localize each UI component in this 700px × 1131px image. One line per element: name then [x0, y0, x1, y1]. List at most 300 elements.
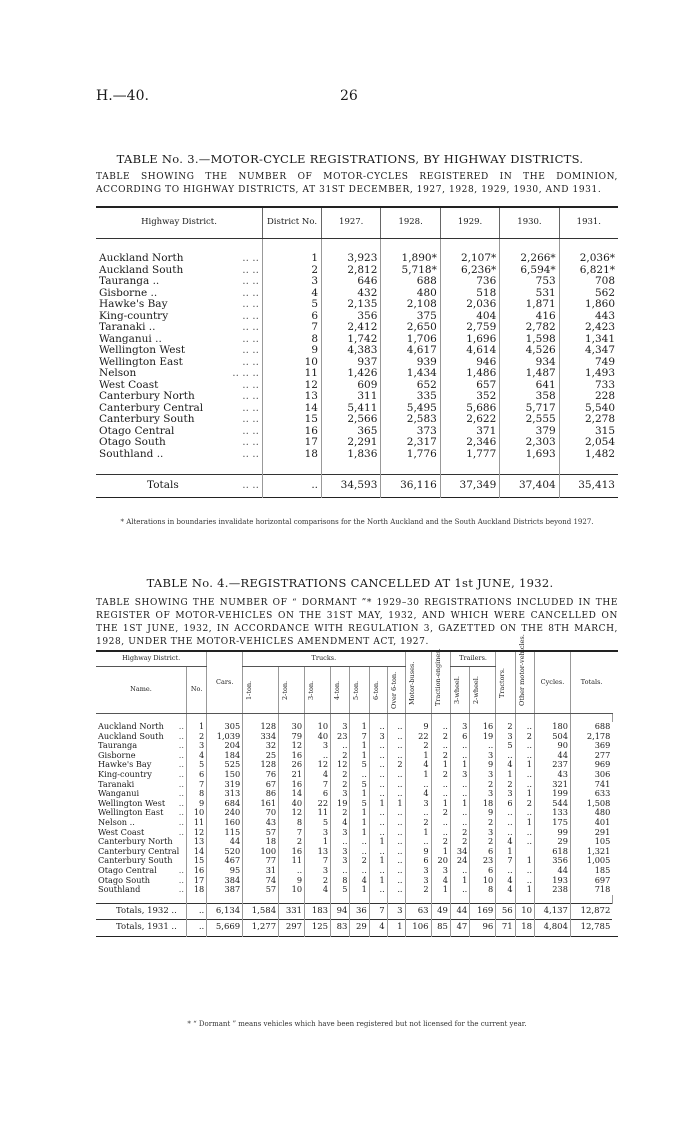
table-cell: 18 [263, 449, 322, 461]
table-cell: 11 [279, 856, 305, 866]
table-cell: 23 [331, 732, 350, 742]
table-cell: 22 [305, 799, 331, 809]
table-cell: 525 [207, 760, 243, 770]
table-cell: 1 [187, 722, 207, 732]
table-cell: 946 [440, 357, 499, 369]
table-cell: 7 [263, 322, 322, 334]
table-cell: 2 [305, 876, 331, 886]
table-cell: 6 [405, 856, 431, 866]
totals-row [96, 475, 618, 498]
table-cell: 3 [470, 770, 496, 780]
district-name: Nelson .. [98, 816, 135, 827]
table-cell: 161 [243, 799, 279, 809]
table-cell: 684 [207, 799, 243, 809]
table-cell: 6,821* [559, 265, 618, 277]
table-cell: 5 [305, 818, 331, 828]
table-cell: 2 [431, 837, 450, 847]
table-cell: 1,487 [500, 368, 559, 380]
table-cell: 95 [207, 866, 243, 876]
table-cell: 2 [470, 818, 496, 828]
table-cell: 160 [207, 818, 243, 828]
table-cell: .. [450, 751, 469, 761]
table-cell: 3 [405, 866, 431, 876]
table-cell: 1,696 [440, 334, 499, 346]
table-cell: 9 [470, 760, 496, 770]
table-cell: 17 [187, 876, 207, 886]
table-cell: .. [496, 828, 515, 838]
table-cell: .. [450, 808, 469, 818]
table-cell: 5 [350, 799, 369, 809]
leader-dots: .. .. [242, 378, 259, 391]
table-cell: .. [350, 770, 369, 780]
table-cell: 934 [500, 357, 559, 369]
table-cell: 17 [263, 437, 322, 449]
leader-dots: .. [178, 826, 184, 837]
table3 [96, 206, 618, 498]
table-cell: 937 [322, 357, 381, 369]
table-cell: .. [431, 780, 450, 790]
table-cell: .. [387, 866, 405, 876]
table-cell: .. [387, 837, 405, 847]
table-cell: 1 [431, 847, 450, 857]
table-cell: .. [369, 885, 387, 895]
table-cell: .. [387, 856, 405, 866]
table-cell: .. [496, 866, 515, 876]
table-cell: .. [431, 741, 450, 751]
table-cell: 2 [405, 885, 431, 895]
table-cell: .. [405, 837, 431, 847]
table-cell: .. [369, 751, 387, 761]
table3-subtitle: TABLE SHOWING THE NUMBER OF MOTOR-CYCLES REGISTERED IN THE DOMINION, ACCORDING TO HIGHWAY DISTRICTS, AT 31ST DECEMBER, 1927, 1928, 1929, 1930, AND 1931. [96, 172, 618, 195]
table-cell: 115 [207, 828, 243, 838]
table-cell: 1 [350, 885, 369, 895]
table-cell: 1,426 [322, 368, 381, 380]
table-cell: 1 [515, 818, 534, 828]
district-name: Hawke's Bay [98, 759, 152, 770]
table-cell: 37,404 [500, 475, 559, 498]
table-cell: 5 [350, 760, 369, 770]
district-name: Wanganui [98, 788, 140, 799]
table-cell: .. [515, 770, 534, 780]
table-cell: 2,622 [440, 414, 499, 426]
leader-dots: .. .. [242, 436, 259, 448]
leader-dots: .. [178, 768, 184, 779]
table-cell: 1,277 [243, 920, 279, 937]
table-cell: 708 [559, 276, 618, 288]
table4-title: TABLE No. 4.—REGISTRATIONS CANCELLED AT 1st JUNE, 1932. [146, 576, 554, 590]
col-4-ton: 4-ton. [333, 680, 342, 700]
table-cell: 150 [207, 770, 243, 780]
table-cell: 334 [243, 732, 279, 742]
table-cell: 384 [207, 876, 243, 886]
district-name: Otago South [98, 874, 151, 885]
table-cell: 10 [515, 903, 534, 920]
table-cell: 11 [263, 368, 322, 380]
table-cell: 2,423 [559, 322, 618, 334]
table-cell: 1 [387, 799, 405, 809]
table-cell: 633 [570, 789, 612, 799]
table-cell: 373 [381, 426, 440, 438]
district-name: Wellington West [98, 797, 166, 808]
table-cell: 1,005 [570, 856, 612, 866]
district-name: Canterbury North [99, 390, 195, 402]
leader-dots: .. .. .. [232, 367, 259, 379]
col-1928: 1928. [381, 207, 440, 239]
table-cell: .. [369, 828, 387, 838]
table-cell: 15 [263, 414, 322, 426]
table-cell: .. [350, 837, 369, 847]
table-cell: 12 [279, 741, 305, 751]
table-cell: 2,583 [381, 414, 440, 426]
col-cars: Cars. [207, 651, 243, 714]
totals-row [96, 903, 618, 920]
leader-dots: .. .. [242, 424, 259, 437]
table-cell: 40 [279, 799, 305, 809]
table-cell: .. [387, 770, 405, 780]
table-cell: 688 [570, 722, 612, 732]
table-cell: 199 [535, 789, 571, 799]
table-cell: .. [369, 722, 387, 732]
table-cell: 1,693 [500, 449, 559, 461]
table-cell: 24 [450, 856, 469, 866]
table-cell: 646 [322, 276, 381, 288]
col-totals: Totals. [570, 651, 612, 714]
table-cell: .. [387, 751, 405, 761]
table-cell: 2,107* [440, 253, 499, 265]
table-row [96, 818, 618, 828]
table-cell: 379 [500, 426, 559, 438]
table-cell: 18 [243, 837, 279, 847]
table-cell: 12 [279, 808, 305, 818]
table-cell: 2,759 [440, 322, 499, 334]
table-cell: 4 [263, 288, 322, 300]
table-cell: 1,508 [570, 799, 612, 809]
table-cell: 277 [570, 751, 612, 761]
table3-footnote: * Alterations in boundaries invalidate horizontal comparisons for the North Auckland and the South Auckland Districts beyond 1927. [120, 518, 594, 526]
table-cell: 321 [535, 780, 571, 790]
table-cell: 544 [535, 799, 571, 809]
totals-label: Totals [147, 479, 179, 491]
table-cell: 26 [279, 760, 305, 770]
table-cell: 1,836 [322, 449, 381, 461]
table-cell: 1,434 [381, 368, 440, 380]
leader-dots: .. .. [242, 252, 259, 264]
table-cell: 34,593 [322, 475, 381, 498]
table-cell: .. [431, 789, 450, 799]
table-cell: 1 [496, 847, 515, 857]
table-cell: 1 [350, 828, 369, 838]
table-cell: .. [450, 866, 469, 876]
table-cell: 3 [305, 866, 331, 876]
district-name: Wellington West [99, 344, 186, 356]
table-cell: 443 [559, 311, 618, 323]
table-cell: 315 [559, 426, 618, 438]
table-cell: 467 [207, 856, 243, 866]
table-cell: 128 [243, 760, 279, 770]
table-cell: 1,341 [559, 334, 618, 346]
table-cell: 305 [207, 722, 243, 732]
table-cell: .. [470, 741, 496, 751]
table-cell: 2 [331, 808, 350, 818]
table-cell: 74 [243, 876, 279, 886]
table-cell: 99 [535, 828, 571, 838]
table-cell: 20 [431, 856, 450, 866]
table-cell: 1 [405, 828, 431, 838]
table-cell: 1 [369, 876, 387, 886]
table-cell: 70 [243, 808, 279, 818]
table-cell: 12 [305, 760, 331, 770]
district-name: King-country [99, 309, 169, 322]
table-cell: 12 [187, 828, 207, 838]
table-cell: 6,594* [500, 265, 559, 277]
table-cell: 21 [279, 770, 305, 780]
totals-label: Totals, 1932 .. [96, 903, 187, 920]
table-cell: 1 [350, 808, 369, 818]
table-cell: 2 [450, 837, 469, 847]
table-cell: 18 [515, 920, 534, 937]
table-cell: 2,346 [440, 437, 499, 449]
col-trucks: Trucks. [243, 651, 405, 667]
col-other-motor-vehicles: Other motor-vehicles. [517, 633, 526, 706]
district-name: Wanganui .. [99, 332, 162, 345]
table-cell: 2 [405, 818, 431, 828]
col-district-no: District No. [263, 207, 322, 239]
district-name: Hawke's Bay [99, 298, 168, 310]
table-cell: 19 [470, 732, 496, 742]
table-cell: 6 [263, 311, 322, 323]
col-1-ton: 1-ton. [245, 680, 254, 700]
table-cell: 2,278 [559, 414, 618, 426]
leader-dots: .. [178, 874, 184, 885]
table-cell: 3 [470, 828, 496, 838]
district-name: Canterbury South [99, 413, 195, 425]
col-motor-buses: Motor-buses. [407, 660, 416, 705]
table-cell: 2,036* [559, 253, 618, 265]
table-cell: 1,776 [381, 449, 440, 461]
table-cell: 2 [279, 837, 305, 847]
table-cell: 1,321 [570, 847, 612, 857]
table-cell: 14 [187, 847, 207, 857]
table-cell: .. [369, 818, 387, 828]
table-cell: 2 [515, 799, 534, 809]
table-cell: 3 [305, 741, 331, 751]
table-cell: 939 [381, 357, 440, 369]
table-cell: 657 [440, 380, 499, 392]
leader-dots: .. [178, 749, 184, 760]
table-row [96, 847, 618, 857]
table-cell: .. [387, 828, 405, 838]
table-cell: 4,347 [559, 345, 618, 357]
table-cell: 2 [331, 751, 350, 761]
district-name: Canterbury Central [99, 401, 204, 414]
table-cell: 9 [187, 799, 207, 809]
table-cell: 2 [431, 808, 450, 818]
district-name: Tauranga .. [99, 275, 160, 287]
table-cell: 100 [243, 847, 279, 857]
table-cell: .. [369, 789, 387, 799]
col-traction-engines: Traction-engines. [433, 647, 442, 706]
table-cell: 16 [263, 426, 322, 438]
table-cell: 16 [279, 780, 305, 790]
col-1930: 1930. [500, 207, 559, 239]
table-row [96, 751, 618, 761]
table-cell: 3 [450, 770, 469, 780]
col-6-ton: 6-ton. [371, 680, 380, 700]
table-cell: 313 [207, 789, 243, 799]
table-cell: 184 [207, 751, 243, 761]
table-cell: 2,178 [570, 732, 612, 742]
leader-dots: .. .. [242, 479, 259, 491]
table-cell: 6 [305, 789, 331, 799]
table-cell: 306 [570, 770, 612, 780]
table4 [96, 633, 618, 937]
table-cell: 37,349 [440, 475, 499, 498]
table-row [96, 828, 618, 838]
table-cell: 44 [450, 903, 469, 920]
table-cell: .. [369, 780, 387, 790]
table-cell: 7 [305, 856, 331, 866]
table-cell: 2 [496, 780, 515, 790]
table-cell: 175 [535, 818, 571, 828]
table-cell: 6,134 [207, 903, 243, 920]
table-cell: 2,303 [500, 437, 559, 449]
leader-dots: .. .. [242, 263, 259, 276]
leader-dots: .. [178, 884, 184, 895]
table-cell: .. [496, 818, 515, 828]
col-name: Name. [96, 667, 187, 714]
table-cell: 1 [515, 856, 534, 866]
district-name: Southland .. [99, 447, 164, 460]
table-row [96, 856, 618, 866]
table-cell: 240 [207, 808, 243, 818]
totals-label: Totals, 1931 .. [96, 920, 187, 937]
table-row [96, 866, 618, 876]
table-cell: 2,108 [381, 299, 440, 311]
district-name: Canterbury Central [98, 845, 180, 856]
table-cell: 3 [431, 866, 450, 876]
table-row [96, 799, 618, 809]
table-cell: .. [305, 751, 331, 761]
table-cell: 8 [470, 885, 496, 895]
table-cell: 9 [279, 876, 305, 886]
table-cell: 4,137 [535, 903, 571, 920]
table-cell: 1,039 [207, 732, 243, 742]
table-cell: 3 [305, 828, 331, 838]
table-cell: 7 [279, 828, 305, 838]
leader-dots: .. [178, 864, 184, 875]
table-cell: 1 [350, 818, 369, 828]
document-reference: H.—40. [96, 88, 149, 104]
table-cell: 2 [263, 265, 322, 277]
table-cell: 5,718* [381, 265, 440, 277]
col-3-ton: 3-ton. [307, 680, 316, 700]
table-cell: 3 [263, 276, 322, 288]
district-name: Otago Central [98, 864, 157, 875]
table-cell: 291 [570, 828, 612, 838]
district-name: Tauranga [98, 740, 138, 751]
table-cell: 480 [570, 808, 612, 818]
table-cell: 35,413 [559, 475, 618, 498]
table-cell: 44 [207, 837, 243, 847]
table-cell: 609 [322, 380, 381, 392]
table-row [96, 808, 618, 818]
table-cell: .. [450, 818, 469, 828]
table-cell: 2,317 [381, 437, 440, 449]
table-cell: .. [369, 847, 387, 857]
table-cell: 185 [570, 866, 612, 876]
table-cell: 19 [331, 799, 350, 809]
table-cell: 9 [470, 808, 496, 818]
table-cell: 3 [331, 789, 350, 799]
table-cell: 736 [440, 276, 499, 288]
table-cell: .. [515, 751, 534, 761]
table-cell: 518 [440, 288, 499, 300]
table-cell: 753 [500, 276, 559, 288]
table-cell: 1 [515, 885, 534, 895]
table-cell: .. [187, 920, 207, 937]
table-cell: 4 [496, 837, 515, 847]
col-cycles: Cycles. [535, 651, 571, 714]
table-cell: 13 [305, 847, 331, 857]
table-cell: 49 [431, 903, 450, 920]
table-cell: 106 [405, 920, 431, 937]
district-name: Taranaki [98, 778, 135, 789]
district-name: Wellington East [99, 355, 183, 368]
table-cell: 6 [187, 770, 207, 780]
table-cell: 8 [187, 789, 207, 799]
table-cell: .. [515, 837, 534, 847]
table-cell: 4,804 [535, 920, 571, 937]
table-row [96, 732, 618, 742]
table-cell: 387 [207, 885, 243, 895]
table-cell: 1,706 [381, 334, 440, 346]
table-cell: .. [279, 866, 305, 876]
table-cell: 7 [350, 732, 369, 742]
table-cell: 2 [331, 780, 350, 790]
table-cell: .. [405, 808, 431, 818]
table-cell: 641 [500, 380, 559, 392]
table-cell: 10 [305, 722, 331, 732]
table-cell: 335 [381, 391, 440, 403]
table-cell: 85 [431, 920, 450, 937]
table-row [96, 449, 618, 461]
table-cell: .. [369, 808, 387, 818]
table-cell: 1,598 [500, 334, 559, 346]
table-cell: 1,584 [243, 903, 279, 920]
table-cell: 11 [305, 808, 331, 818]
table-cell: 183 [305, 903, 331, 920]
table-cell: 6 [450, 732, 469, 742]
table-cell: 531 [500, 288, 559, 300]
leader-dots: .. .. [242, 401, 259, 414]
table-row [96, 770, 618, 780]
col-5-ton: 5-ton. [352, 680, 361, 700]
table-cell: 3 [331, 847, 350, 857]
district-name: West Coast [99, 378, 159, 391]
table-cell: 1 [405, 751, 431, 761]
table-cell: 1,742 [322, 334, 381, 346]
table-cell: 1 [431, 799, 450, 809]
table-cell: 652 [381, 380, 440, 392]
table-cell: 44 [535, 751, 571, 761]
leader-dots: .. [178, 740, 184, 751]
leader-dots: .. [178, 721, 184, 731]
table-cell: 7 [187, 780, 207, 790]
district-name: Gisborne [98, 749, 136, 760]
table-cell: .. [331, 741, 350, 751]
table-cell: 14 [279, 789, 305, 799]
table-cell: 3 [450, 722, 469, 732]
